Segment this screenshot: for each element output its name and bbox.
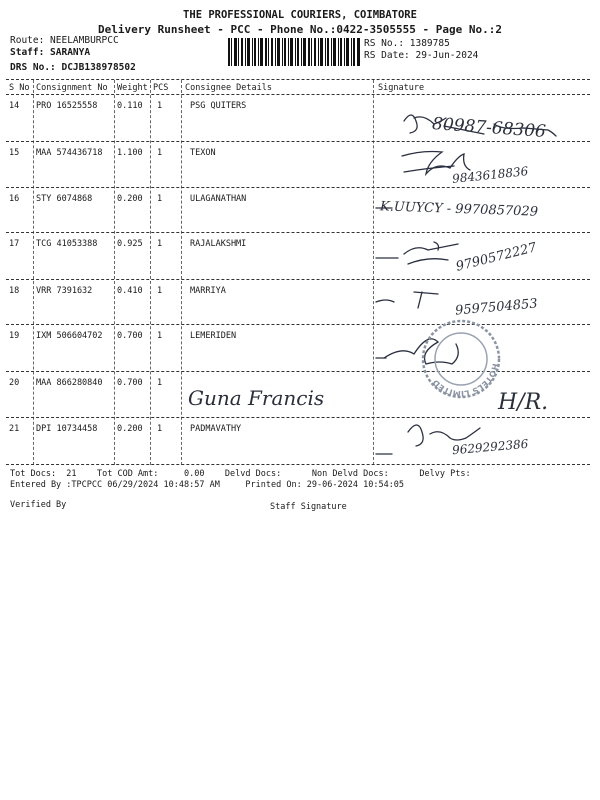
col-signature: Signature (378, 83, 425, 93)
row-signature: 9843618836 (451, 164, 529, 186)
totals-line: Tot Docs: 21 Tot COD Amt: 0.00 Delvd Docs: Non Delvd Docs: Delvy Pts: (10, 469, 471, 479)
row-sno: 21 (9, 424, 20, 434)
row-pcs: 1 (157, 378, 163, 388)
col-consignment: Consignment No (36, 83, 108, 93)
col-divider (181, 80, 182, 465)
row-signature: K.UUYCY - 9970857029 (379, 199, 539, 220)
row-pcs: 1 (157, 424, 163, 434)
row-consignment: IXM 506604702 (36, 331, 103, 341)
row-consignee: PSG QUITERS (190, 101, 247, 111)
row-consignee: RAJALAKSHMI (190, 239, 247, 249)
col-sno: S No (9, 83, 30, 93)
row-signature: H/R. (498, 390, 549, 415)
stamp-text: HOTELS LIMITED (430, 362, 500, 399)
row-consignee: PADMAVATHY (190, 424, 242, 434)
row-consignment: PRO 16525558 (36, 101, 98, 111)
row-weight: 1.100 (117, 148, 143, 158)
table-header-rule (6, 94, 590, 95)
row-weight: 0.200 (117, 424, 143, 434)
row-consignment: MAA 866280840 (36, 378, 103, 388)
row-pcs: 1 (157, 286, 163, 296)
row-sno: 15 (9, 148, 20, 158)
row-weight: 0.925 (117, 239, 143, 249)
row-sno: 19 (9, 331, 20, 341)
staff-signature-label: Staff Signature (270, 502, 347, 512)
svg-text:HOTELS LIMITED (431, 363, 500, 399)
row-consignment: MAA 574436718 (36, 148, 103, 158)
row-weight: 0.700 (117, 331, 143, 341)
row-consignment: STY 6074868 (36, 194, 93, 204)
barcode-icon (228, 38, 360, 66)
col-weight: Weight (117, 83, 148, 93)
row-sno: 16 (9, 194, 20, 204)
row-consignee: TEXON (190, 148, 216, 158)
row-consignment: DPI 10734458 (36, 424, 98, 434)
row-consignee: ULAGANATHAN (190, 194, 247, 204)
hotel-stamp (420, 318, 502, 400)
rs-number: RS No.: 1389785 (364, 38, 450, 49)
row-weight: 0.410 (117, 286, 143, 296)
drs-number: DRS No.: DCJB138978502 (10, 62, 136, 73)
row-signature: 9629292386 (451, 436, 529, 458)
row-consignee: LEMERIDEN (190, 331, 237, 341)
rs-date: RS Date: 29-Jun-2024 (364, 50, 479, 61)
staff-label: Staff: SARANYA (10, 47, 91, 58)
col-divider (114, 80, 115, 465)
table-top-rule (6, 79, 590, 80)
row-sno: 14 (9, 101, 20, 111)
row-consignee: Guna Francis (188, 386, 325, 410)
row-consignment: TCG 41053388 (36, 239, 98, 249)
runsheet-title: Delivery Runsheet - PCC - Phone No.:0422-3505555 - Page No.:2 (98, 23, 502, 36)
row-pcs: 1 (157, 239, 163, 249)
row-pcs: 1 (157, 101, 163, 111)
row-signature: 9597504853 (454, 296, 539, 319)
row-weight: 0.700 (117, 378, 143, 388)
row-sno: 20 (9, 378, 20, 388)
entered-by-line: Entered By :TPCPCC 06/29/2024 10:48:57 AM Printed On: 29-06-2024 10:54:05 (10, 480, 405, 490)
row-weight: 0.200 (117, 194, 143, 204)
row-sno: 17 (9, 239, 20, 249)
row-pcs: 1 (157, 194, 163, 204)
row-pcs: 1 (157, 331, 163, 341)
col-divider (33, 80, 34, 465)
signature-scribbles (374, 96, 598, 464)
col-pcs: PCS (153, 83, 169, 93)
row-signature: 9790572227 (454, 240, 539, 275)
route-label: Route: NEELAMBURPCC (10, 35, 119, 46)
col-divider (150, 80, 151, 465)
row-signature: 80987-68306 (431, 114, 547, 142)
verified-by-label: Verified By (10, 500, 67, 510)
col-consignee: Consignee Details (185, 83, 272, 93)
table-bottom-rule (6, 464, 590, 465)
company-title: THE PROFESSIONAL COURIERS, COIMBATORE (183, 9, 417, 21)
row-pcs: 1 (157, 148, 163, 158)
row-sno: 18 (9, 286, 20, 296)
row-consignee: MARRIYA (190, 286, 226, 296)
row-weight: 0.110 (117, 101, 143, 111)
row-consignment: VRR 7391632 (36, 286, 93, 296)
